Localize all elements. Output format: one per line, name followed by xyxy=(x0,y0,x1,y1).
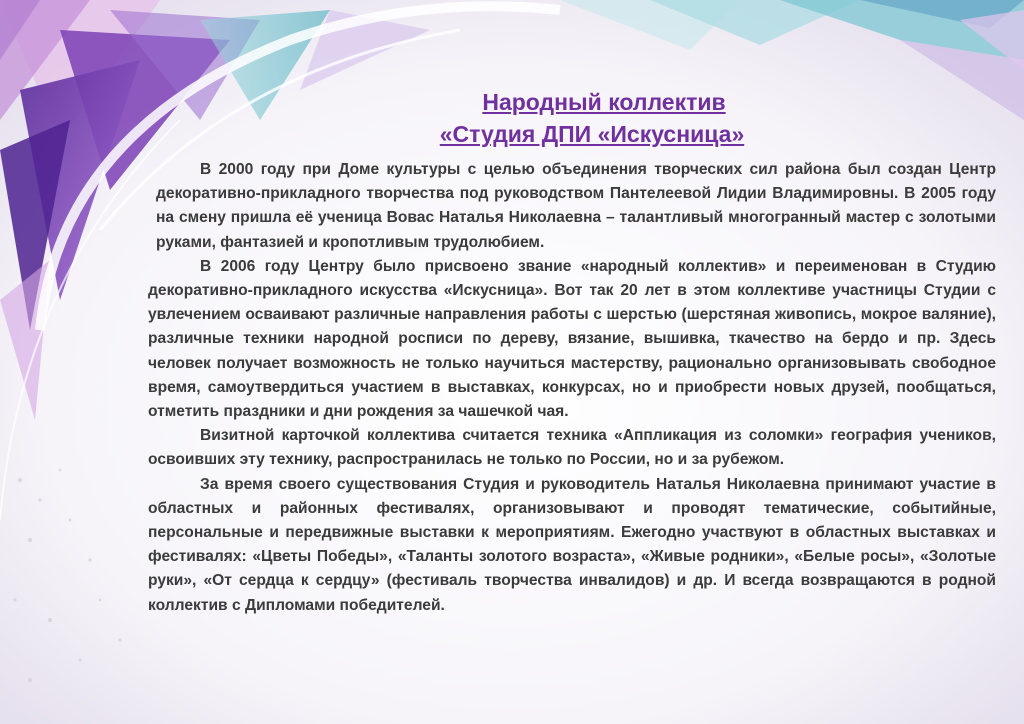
document-body xyxy=(148,86,996,618)
title-line-2: «Студия ДПИ «Искусница» xyxy=(439,121,745,147)
paragraph-1: В 2000 году при Доме культуры с целью объединения творческих сил района был создан Центр декоративно-прикладного творчества под руководством Пантелеевой Лидии Владимировны. В 2005 году на смену пришла её ученица Вовас Наталья Николаевна – талантливый многогранный мастер с золотыми руками, фантазией и кропотливым трудолюбием. xyxy=(156,161,996,251)
title-line-1: Народный коллектив xyxy=(482,89,726,115)
paragraph-2: В 2006 году Центру было присвоено звание «народный коллектив» и переименован в Студию декоративно-прикладного искусства «Искусница». Вот так 20 лет в этом коллективе участницы Студии с увлечением осваивают различные направления работы с шерстью (шерстяная живопись, мокрое валяние), различные техники народной росписи по дереву, вязание, вышивка, ткачество на бердо и пр. Здесь человек получает возможность не только научиться мастерству, рационально организовывать свободное время, самоутвердиться участием в выставках, конкурсах, но и приобрести новых друзей, пообщаться, отметить праздники и дни рождения за чашечкой чая. xyxy=(148,257,996,421)
paragraph-3: Визитной карточкой коллектива считается техника «Аппликация из соломки» география учеников, освоивших эту технику, распространилась не только по России, но и за рубежом. xyxy=(148,427,996,469)
paragraph-4: За время своего существования Студия и руководитель Наталья Николаевна принимают участие в областных и районных фестивалях, организовывают и проводят тематические, событийные, персональные и передвижные выставки к мероприятиям. Ежегодно участвуют в областных выставках и фестивалях: «Цветы Победы», «Таланты золотого возраста», «Живые родники», «Белые росы», «Золотые руки», «От сердца к сердцу» (фестиваль творчества инвалидов) и др. И всегда возвращаются в родной коллектив с Дипломами победителей. xyxy=(148,475,996,614)
